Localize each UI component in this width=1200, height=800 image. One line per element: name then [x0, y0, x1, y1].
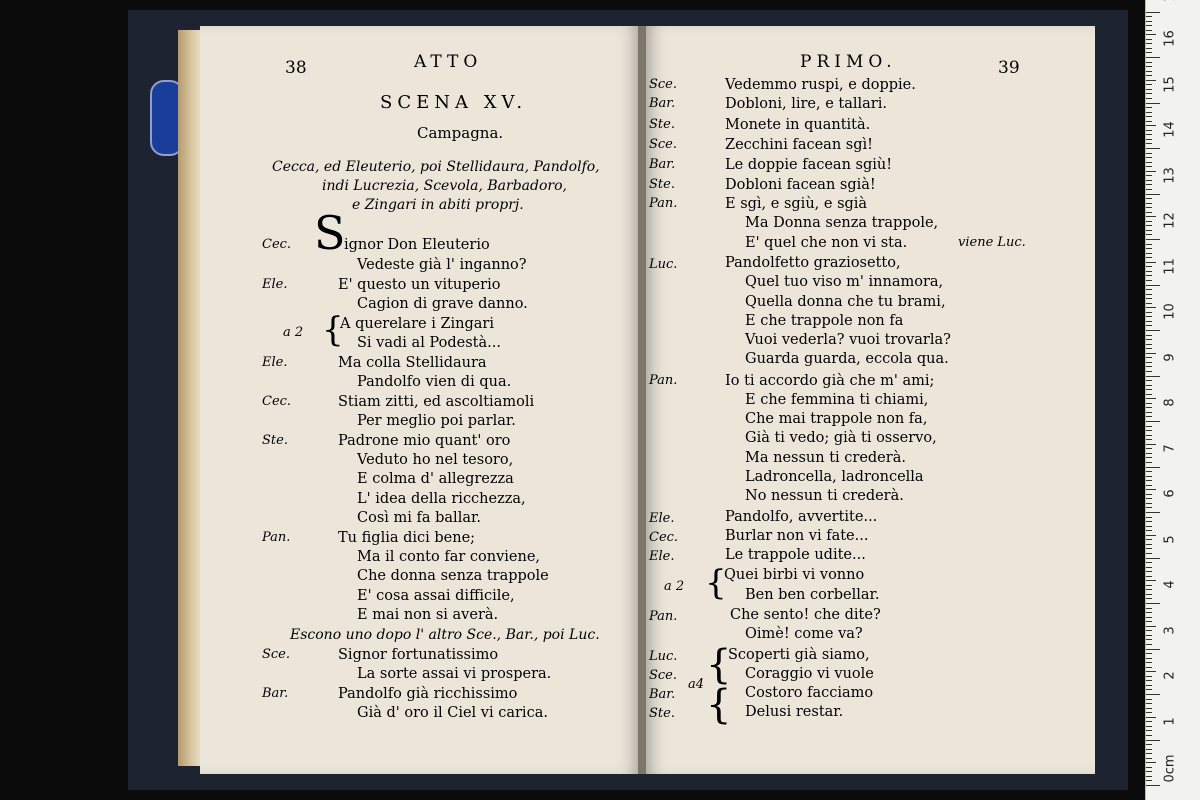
- ruler-tick: [1146, 130, 1152, 131]
- ruler-label: 3: [1162, 625, 1178, 635]
- verse-line: A querelare i Zingari: [340, 316, 494, 332]
- ruler-tick: [1146, 512, 1160, 513]
- ruler-tick: [1146, 171, 1156, 172]
- speaker-label: Pan.: [262, 530, 291, 545]
- verse-line: Burlar non vi fate...: [725, 528, 869, 544]
- ruler-tick: [1146, 539, 1152, 540]
- verse-line: Ma Donna senza trappole,: [745, 215, 939, 231]
- verse-line: Zecchini facean sgì!: [725, 137, 873, 153]
- ruler-tick: [1146, 749, 1152, 750]
- ruler-tick: [1146, 298, 1152, 299]
- ruler-tick: [1146, 585, 1152, 586]
- verse-line: Monete in quantità.: [725, 117, 871, 133]
- verse-line: Che sento! che dite?: [730, 607, 881, 623]
- ruler-label: 2: [1162, 671, 1178, 680]
- ruler-tick: [1146, 630, 1152, 631]
- ruler-tick: [1146, 312, 1152, 313]
- ruler-tick: [1146, 598, 1152, 599]
- ruler-tick: [1146, 689, 1152, 690]
- ruler-tick: [1146, 416, 1152, 417]
- ruler-tick: [1146, 103, 1160, 104]
- verse-line: Pandolfo già ricchissimo: [338, 686, 518, 702]
- ruler-tick: [1146, 771, 1152, 772]
- ruler-label: 8: [1162, 398, 1178, 407]
- ruler-tick: [1146, 371, 1152, 372]
- ruler-label: 1: [1162, 716, 1178, 726]
- ruler-tick: [1146, 503, 1152, 504]
- ruler-tick: [1146, 157, 1152, 158]
- ruler-tick: [1146, 189, 1152, 190]
- a-due-marker: a 2: [283, 325, 304, 340]
- ruler-tick: [1146, 535, 1156, 536]
- ruler-tick: [1146, 348, 1152, 349]
- ruler-tick: [1146, 271, 1152, 272]
- ruler-tick: [1146, 776, 1152, 777]
- speaker-label: Sce.: [649, 668, 678, 683]
- ruler-tick: [1146, 635, 1152, 636]
- ruler-tick: [1146, 430, 1152, 431]
- ruler-tick: [1146, 316, 1152, 317]
- ruler-tick: [1146, 266, 1152, 267]
- ruler-tick: [1146, 721, 1152, 722]
- speaker-label: Bar.: [649, 96, 676, 111]
- verse-line: Scoperti già siamo,: [728, 647, 870, 663]
- ruler-label: 11: [1162, 257, 1178, 275]
- ruler-tick: [1146, 608, 1152, 609]
- verse-line: E' questo un vituperio: [338, 277, 501, 293]
- verse-line: Si vadi al Podestà...: [357, 335, 501, 351]
- ruler-tick: [1146, 225, 1152, 226]
- speaker-label: Bar.: [649, 687, 676, 702]
- ruler-tick: [1146, 303, 1152, 304]
- ruler-tick: [1146, 121, 1152, 122]
- verse-line: Che mai trappole non fa,: [745, 411, 928, 427]
- verse-line: Pandolfo, avvertite...: [725, 509, 878, 525]
- verse-line: Io ti accordo già che m' ami;: [725, 373, 935, 389]
- ruler-tick: [1146, 444, 1156, 445]
- ruler-tick: [1146, 344, 1152, 345]
- ruler-label: 14: [1162, 121, 1178, 138]
- stage-direction: viene Luc.: [958, 235, 1026, 250]
- ruler-tick: [1146, 403, 1152, 404]
- verse-line: Le doppie facean sgiù!: [725, 157, 893, 173]
- a-due-marker: a 2: [664, 579, 685, 594]
- ruler-tick: [1146, 216, 1156, 217]
- verse-line: Che donna senza trappole: [357, 568, 549, 584]
- ruler-tick: [1146, 489, 1156, 490]
- ruler-tick: [1146, 548, 1152, 549]
- verse-line: L' idea della ricchezza,: [357, 491, 526, 507]
- speaker-label: Luc.: [649, 257, 678, 272]
- ruler-tick: [1146, 52, 1152, 53]
- ruler-tick: [1146, 357, 1152, 358]
- ruler-tick: [1146, 671, 1156, 672]
- ruler-tick: [1146, 162, 1152, 163]
- ruler-tick: [1146, 262, 1156, 263]
- ruler-tick: [1146, 353, 1156, 354]
- verse-line: E che femmina ti chiami,: [745, 392, 929, 408]
- speaker-label: Cec.: [649, 530, 679, 545]
- speaker-label: Pan.: [649, 196, 678, 211]
- ruler-tick: [1146, 553, 1152, 554]
- ruler-label: 16: [1162, 30, 1178, 47]
- ruler-tick: [1146, 389, 1152, 390]
- scene-title: SCENA XV.: [380, 92, 528, 113]
- ruler-tick: [1146, 762, 1156, 763]
- ruler-tick: [1146, 244, 1152, 245]
- brace: {: [705, 563, 727, 603]
- ruler-tick: [1146, 325, 1152, 326]
- ruler-tick: [1146, 494, 1152, 495]
- verse-line: Costoro facciamo: [745, 685, 874, 701]
- ruler-tick: [1146, 558, 1160, 559]
- verse-line: E colma d' allegrezza: [357, 471, 514, 487]
- speaker-label: Ste.: [649, 706, 675, 721]
- ruler-label: 9: [1162, 352, 1178, 362]
- ruler-tick: [1146, 275, 1152, 276]
- brace: {: [706, 682, 732, 728]
- ruler-label: 10: [1162, 303, 1178, 320]
- ruler-tick: [1146, 57, 1160, 58]
- ruler-tick: [1146, 576, 1152, 577]
- verse-line: No nessun ti crederà.: [745, 488, 904, 504]
- cast-line-2: indi Lucrezia, Scevola, Barbadoro,: [322, 178, 567, 194]
- verse-line: Padrone mio quant' oro: [338, 433, 511, 449]
- ruler-tick: [1146, 708, 1152, 709]
- ruler-tick: [1146, 712, 1152, 713]
- ruler-tick: [1146, 467, 1160, 468]
- ruler-tick: [1146, 530, 1152, 531]
- verse-line: Delusi restar.: [745, 704, 844, 720]
- ruler-tick: [1146, 385, 1152, 386]
- speaker-label: Sce.: [649, 77, 678, 92]
- running-header-left: ATTO: [414, 52, 483, 72]
- ruler-tick: [1146, 307, 1156, 308]
- ruler-tick: [1146, 194, 1160, 195]
- ruler-tick: [1146, 321, 1152, 322]
- ruler-tick: [1146, 339, 1152, 340]
- brace: {: [706, 642, 732, 688]
- ruler-tick: [1146, 462, 1152, 463]
- ruler-tick: [1146, 380, 1152, 381]
- ruler-tick: [1146, 66, 1152, 67]
- ruler-tick: [1146, 280, 1152, 281]
- ruler-label: 6: [1162, 489, 1178, 498]
- verse-line: E che trappole non fa: [745, 313, 904, 329]
- ruler-tick: [1146, 398, 1156, 399]
- speaker-label: Ele.: [262, 355, 288, 370]
- ruler-tick: [1146, 394, 1152, 395]
- ruler-tick: [1146, 125, 1156, 126]
- ruler-tick: [1146, 412, 1152, 413]
- ruler-tick: [1146, 435, 1152, 436]
- verse-line: Coraggio vi vuole: [745, 666, 874, 682]
- speaker-label: Ste.: [649, 177, 675, 192]
- ruler-tick: [1146, 253, 1152, 254]
- ruler-tick: [1146, 526, 1152, 527]
- verse-line: ignor Don Eleuterio: [344, 237, 490, 253]
- ruler-label: 5: [1162, 534, 1178, 544]
- verse-line: Oimè! come va?: [745, 626, 863, 642]
- ruler-tick: [1146, 612, 1152, 613]
- speaker-label: Ste.: [262, 433, 288, 448]
- verse-line: Dobloni, lire, e tallari.: [725, 96, 887, 112]
- verse-line: Ladroncella, ladroncella: [745, 469, 924, 485]
- ruler-tick: [1146, 780, 1152, 781]
- ruler-tick: [1146, 376, 1160, 377]
- page-number-right: 39: [998, 58, 1020, 78]
- ruler-label: 13: [1162, 166, 1178, 184]
- ruler-tick: [1146, 676, 1152, 677]
- verse-line: Pandolfetto graziosetto,: [725, 255, 901, 271]
- ruler-tick: [1146, 457, 1152, 458]
- ruler-tick: [1146, 198, 1152, 199]
- ruler-tick: [1146, 562, 1152, 563]
- verse-line: E' cosa assai difficile,: [357, 588, 515, 604]
- verse-line: Signor fortunatissimo: [338, 647, 499, 663]
- ruler-tick: [1146, 294, 1152, 295]
- ruler-tick: [1146, 740, 1160, 741]
- ruler-tick: [1146, 166, 1152, 167]
- ruler-label: 12: [1162, 212, 1178, 229]
- verse-line: Ma il conto far conviene,: [357, 549, 541, 565]
- ruler-tick: [1146, 239, 1160, 240]
- ruler-tick: [1146, 143, 1152, 144]
- verse-line: Vedemmo ruspi, e doppie.: [725, 77, 916, 93]
- ruler-tick: [1146, 785, 1160, 786]
- ruler-tick: [1146, 730, 1152, 731]
- running-header-right: PRIMO.: [800, 52, 897, 72]
- ruler-tick: [1146, 658, 1152, 659]
- ruler-label: [1163, 0, 1178, 3]
- speaker-label: Cec.: [262, 237, 292, 252]
- ruler-tick: [1146, 80, 1156, 81]
- ruler-tick: [1146, 75, 1152, 76]
- verse-line: Già ti vedo; già ti osservo,: [745, 430, 937, 446]
- ruler-tick: [1146, 621, 1152, 622]
- verse-line: Cagion di grave danno.: [357, 296, 528, 312]
- verse-line: Quel tuo viso m' innamora,: [745, 274, 944, 290]
- ruler-tick: [1146, 407, 1152, 408]
- verse-line: Veduto ho nel tesoro,: [357, 452, 514, 468]
- ruler-tick: [1146, 330, 1160, 331]
- ruler-label: 7: [1162, 443, 1178, 453]
- ruler-tick: [1146, 589, 1152, 590]
- ruler-tick: [1146, 471, 1152, 472]
- verse-line: Le trappole udite...: [725, 547, 866, 563]
- ruler-tick: [1146, 703, 1152, 704]
- speaker-label: Bar.: [649, 157, 676, 172]
- ruler-tick: [1146, 34, 1156, 35]
- ruler-tick: [1146, 685, 1152, 686]
- speaker-label: Pan.: [649, 609, 678, 624]
- ruler-tick: [1146, 257, 1152, 258]
- verse-line: Vuoi vederla? vuoi trovarla?: [745, 332, 951, 348]
- ruler-tick: [1146, 544, 1152, 545]
- verse-line: Tu figlia dici bene;: [338, 530, 476, 546]
- ruler-tick: [1146, 289, 1152, 290]
- ruler-tick: [1146, 203, 1152, 204]
- ruler-tick: [1146, 567, 1152, 568]
- ruler-tick: [1146, 580, 1156, 581]
- scene-setting: Campagna.: [417, 124, 504, 142]
- ruler-tick: [1146, 112, 1152, 113]
- ruler-tick: [1146, 485, 1152, 486]
- ruler-tick: [1146, 16, 1152, 17]
- ruler-tick: [1146, 107, 1152, 108]
- ruler-tick: [1146, 285, 1160, 286]
- verse-line: E' quel che non vi sta.: [745, 235, 908, 251]
- ruler-tick: [1146, 139, 1152, 140]
- ruler-tick: [1146, 39, 1152, 40]
- verse-line: Così mi fa ballar.: [357, 510, 481, 526]
- book-gutter: [638, 26, 646, 774]
- ruler-tick: [1146, 116, 1152, 117]
- ruler-tick: [1146, 699, 1152, 700]
- brace: {: [322, 310, 344, 350]
- ruler-tick: [1146, 93, 1152, 94]
- ruler-tick: [1146, 248, 1152, 249]
- ruler-tick: [1146, 753, 1152, 754]
- verse-line: Stiam zitti, ed ascoltiamoli: [338, 394, 535, 410]
- ruler-tick: [1146, 439, 1152, 440]
- a-quattro-marker: a4: [688, 677, 705, 692]
- verse-line: La sorte assai vi prospera.: [357, 666, 552, 682]
- ruler-tick: [1146, 84, 1152, 85]
- cast-line-1: Cecca, ed Eleuterio, poi Stellidaura, Pandolfo,: [272, 159, 600, 175]
- ruler-tick: [1146, 498, 1152, 499]
- ruler-tick: [1146, 48, 1152, 49]
- ruler-tick: [1146, 180, 1152, 181]
- ruler-tick: [1146, 626, 1156, 627]
- ruler-tick: [1146, 153, 1152, 154]
- verse-line: Vedeste già l' inganno?: [357, 257, 527, 273]
- stage-direction: Escono uno dopo l' altro Sce., Bar., poi Luc.: [290, 627, 600, 643]
- ruler-tick: [1146, 426, 1152, 427]
- ruler-tick: [1146, 735, 1152, 736]
- verse-line: Quei birbi vi vonno: [724, 567, 865, 583]
- verse-line: Pandolfo vien di qua.: [357, 374, 512, 390]
- verse-line: Guarda guarda, eccola qua.: [745, 351, 949, 367]
- verse-line: Dobloni facean sgià!: [725, 177, 876, 193]
- speaker-label: Ele.: [649, 549, 675, 564]
- ruler-tick: [1146, 767, 1152, 768]
- verse-line: Già d' oro il Ciel vi carica.: [357, 705, 548, 721]
- measurement-ruler: [1145, 0, 1200, 800]
- ruler-tick: [1146, 366, 1152, 367]
- verse-line: E sgì, e sgiù, e sgià: [725, 196, 868, 212]
- verse-line: Ma nessun ti crederà.: [745, 450, 906, 466]
- ruler-tick: [1146, 517, 1152, 518]
- verse-line: E mai non si averà.: [357, 607, 499, 623]
- ruler-tick: [1146, 335, 1152, 336]
- ruler-tick: [1146, 453, 1152, 454]
- ruler-tick: [1146, 662, 1152, 663]
- ruler-tick: [1146, 21, 1152, 22]
- ruler-tick: [1146, 234, 1152, 235]
- ruler-tick: [1146, 639, 1152, 640]
- verse-line: Quella donna che tu brami,: [745, 294, 946, 310]
- ruler-tick: [1146, 594, 1152, 595]
- ruler-tick: [1146, 62, 1152, 63]
- verse-line: Ma colla Stellidaura: [338, 355, 487, 371]
- speaker-label: Luc.: [649, 649, 678, 664]
- ruler-tick: [1146, 25, 1152, 26]
- ruler-tick: [1146, 717, 1156, 718]
- speaker-label: Sce.: [262, 647, 291, 662]
- verse-line: Ben ben corbellar.: [745, 587, 880, 603]
- ruler-tick: [1146, 653, 1152, 654]
- ruler-tick: [1146, 649, 1160, 650]
- ruler-tick: [1146, 758, 1152, 759]
- ruler-tick: [1146, 507, 1152, 508]
- ruler-label: 15: [1162, 75, 1178, 93]
- ruler-tick: [1146, 148, 1160, 149]
- ruler-tick: [1146, 134, 1152, 135]
- ruler-tick: [1146, 476, 1152, 477]
- ruler-tick: [1146, 571, 1152, 572]
- ruler-tick: [1146, 694, 1160, 695]
- ruler-tick: [1146, 207, 1152, 208]
- ruler-tick: [1146, 71, 1152, 72]
- speaker-label: Ele.: [649, 511, 675, 526]
- ruler-tick: [1146, 221, 1152, 222]
- page-edges: [178, 30, 200, 766]
- ruler-tick: [1146, 448, 1152, 449]
- ruler-tick: [1146, 362, 1152, 363]
- ruler-tick: [1146, 680, 1152, 681]
- ruler-tick: [1146, 744, 1152, 745]
- ruler-tick: [1146, 30, 1152, 31]
- ruler-tick: [1146, 644, 1152, 645]
- ruler-label: 0cm: [1162, 754, 1178, 783]
- page-number-left: 38: [285, 58, 307, 78]
- cast-line-3: e Zingari in abiti proprj.: [352, 197, 524, 213]
- drop-cap: S: [314, 206, 346, 260]
- ruler-tick: [1146, 89, 1152, 90]
- ruler-tick: [1146, 480, 1152, 481]
- ruler-tick: [1146, 212, 1152, 213]
- speaker-label: Ele.: [262, 277, 288, 292]
- ruler-tick: [1146, 421, 1160, 422]
- ruler-tick: [1146, 667, 1152, 668]
- ruler-tick: [1146, 603, 1160, 604]
- speaker-label: Ste.: [649, 117, 675, 132]
- ruler-tick: [1146, 43, 1152, 44]
- ruler-tick: [1146, 521, 1152, 522]
- ruler-tick: [1146, 230, 1152, 231]
- ruler-tick: [1146, 726, 1152, 727]
- verse-line: Per meglio poi parlar.: [357, 413, 516, 429]
- ruler-tick: [1146, 98, 1152, 99]
- ruler-tick: [1146, 175, 1152, 176]
- speaker-label: Bar.: [262, 686, 289, 701]
- ruler-tick: [1146, 617, 1152, 618]
- speaker-label: Cec.: [262, 394, 292, 409]
- ruler-label: 4: [1162, 580, 1178, 589]
- ruler-tick: [1146, 12, 1160, 13]
- ruler-tick: [1146, 184, 1152, 185]
- speaker-label: Pan.: [649, 373, 678, 388]
- speaker-label: Sce.: [649, 137, 678, 152]
